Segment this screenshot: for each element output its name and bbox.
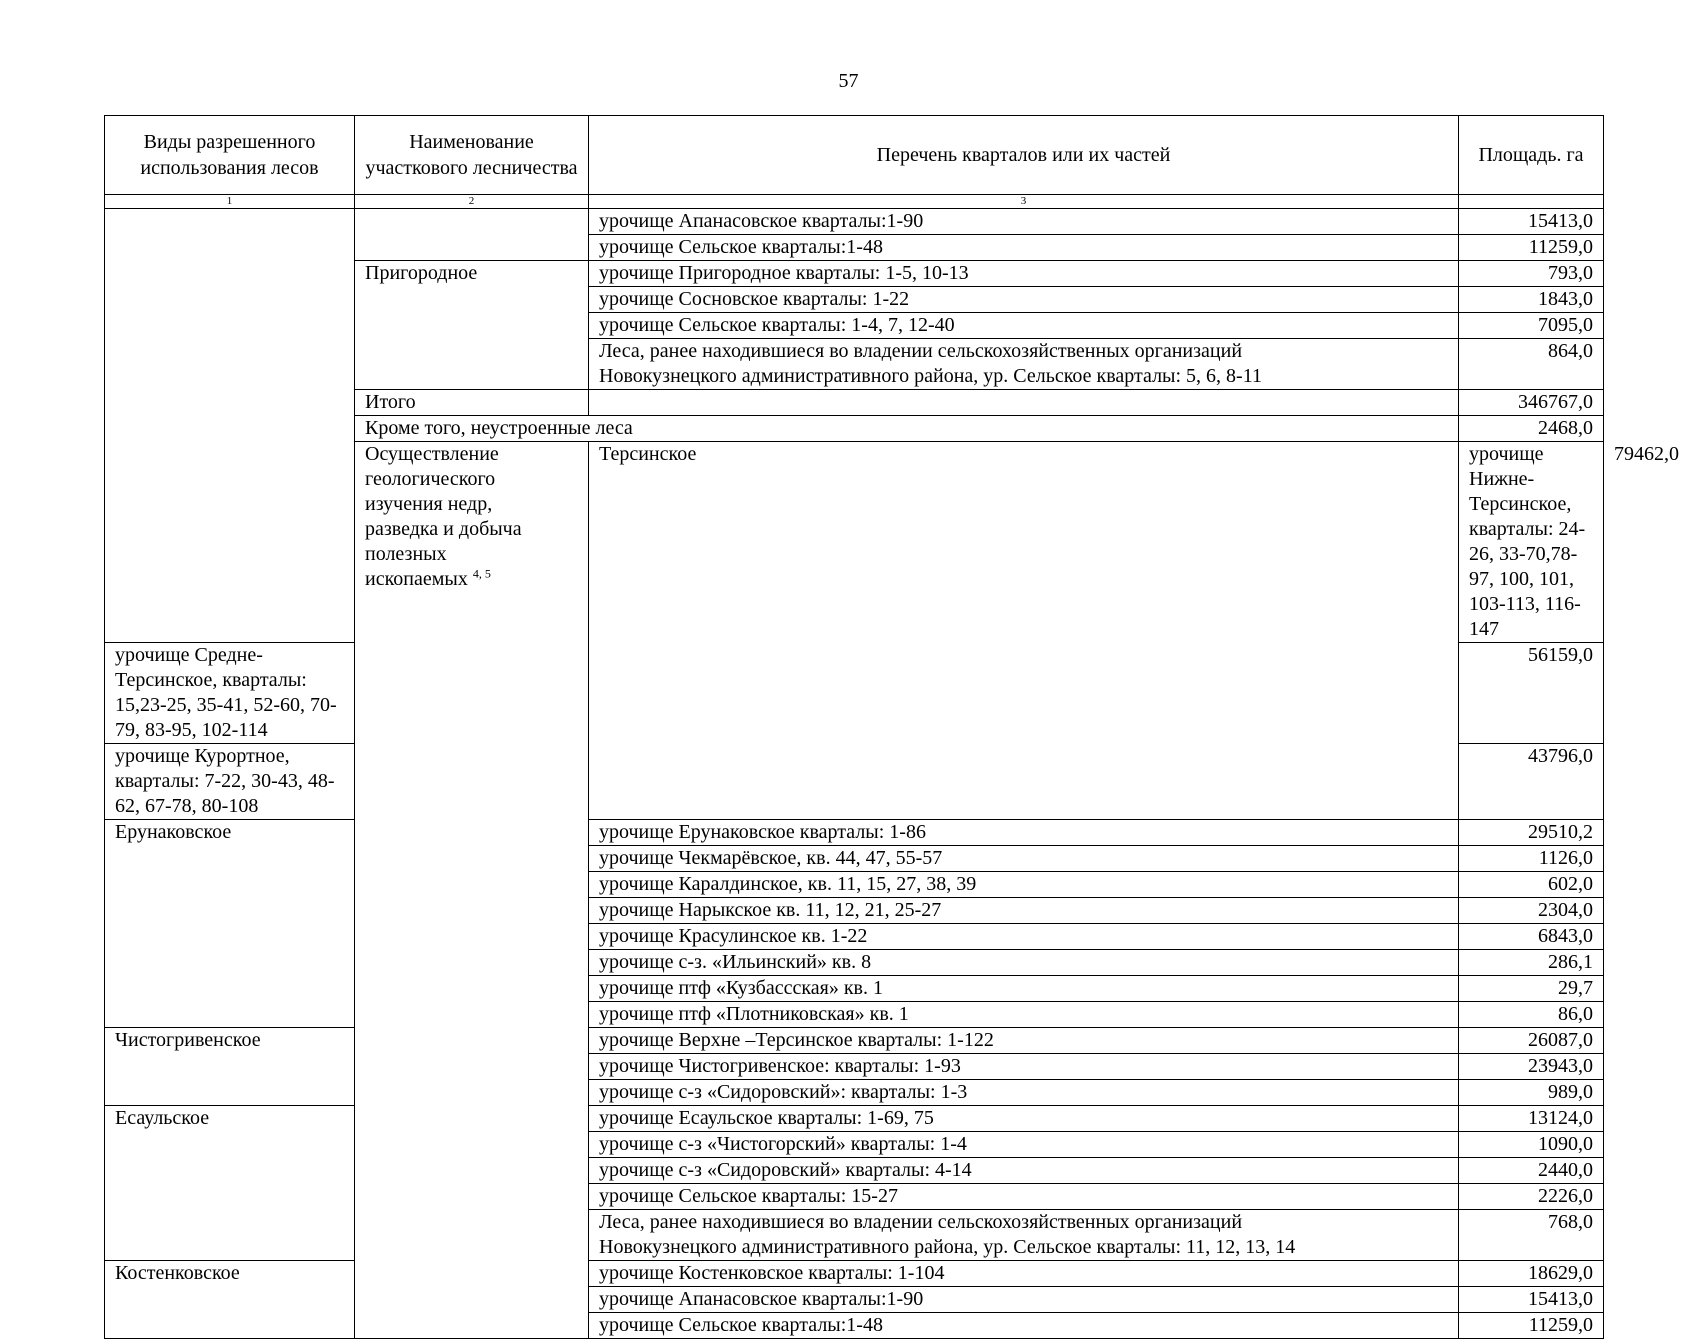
area-cell: 6843,0: [1459, 924, 1604, 950]
page-number: 57: [838, 70, 859, 92]
quarters-cell: урочище Сельское кварталы:1-48: [589, 1313, 1459, 1339]
total-label: Итого: [355, 390, 589, 416]
area-cell: 56159,0: [1459, 643, 1604, 744]
quarters-cell: урочище Ерунаковское кварталы: 1-86: [589, 820, 1459, 846]
quarters-cell: урочище птф «Плотниковская» кв. 1: [589, 1002, 1459, 1028]
area-cell: 793,0: [1459, 261, 1604, 287]
table-row: [105, 1028, 1604, 1054]
area-cell: 1090,0: [1459, 1132, 1604, 1158]
use-type-line: изучения недр,: [365, 493, 493, 515]
quarters-cell: урочище птф «Кузбассская» кв. 1: [589, 976, 1459, 1002]
area-cell: 2440,0: [1459, 1158, 1604, 1184]
forestry-name-tersinskoe: Терсинское: [589, 442, 1459, 820]
quarters-cell: урочище Чекмарёвское, кв. 44, 47, 55-57: [589, 846, 1459, 872]
area-cell: 13124,0: [1459, 1106, 1604, 1132]
area-cell: 11259,0: [1459, 1313, 1604, 1339]
quarters-cell: урочище Сосновское кварталы: 1-22: [589, 287, 1459, 313]
forestry-name-chistogrivenskoe: Чистогривенское: [105, 1028, 355, 1106]
quarters-line: Леса, ранее находившиеся во владении сельскохозяйственных организаций: [599, 340, 1243, 362]
table-row: [105, 1106, 1604, 1132]
column-number: 3: [589, 195, 1459, 209]
quarters-cell: урочище Чистогривенское: кварталы: 1-93: [589, 1054, 1459, 1080]
quarters-cell: урочище с-з «Сидоровский»: кварталы: 1-3: [589, 1080, 1459, 1106]
area-cell: 1126,0: [1459, 846, 1604, 872]
column-number: 2: [355, 195, 589, 209]
quarters-cell: урочище Сельское кварталы: 15-27: [589, 1184, 1459, 1210]
header-row: [105, 116, 1604, 195]
column-number-row: [105, 195, 1604, 209]
quarters-line: Леса, ранее находившиеся во владении сельскохозяйственных организаций: [599, 1211, 1243, 1233]
area-cell: 18629,0: [1459, 1261, 1604, 1287]
quarters-cell: урочище Средне-Терсинское, кварталы: 15,23-25, 35-41, 52-60, 70-79, 83-95, 102-114: [105, 643, 355, 744]
quarters-cell: урочище Сельское кварталы: 1-4, 7, 12-40: [589, 313, 1459, 339]
quarters-cell: урочище Апанасовское кварталы:1-90: [589, 209, 1459, 235]
quarters-line: Новокузнецкого административного района, ур. Сельское кварталы: 11, 12, 13, 14: [599, 1236, 1296, 1258]
column-number: 1: [105, 195, 355, 209]
quarters-cell: урочище Верхне –Терсинское кварталы: 1-122: [589, 1028, 1459, 1054]
quarters-cell-multiline: [589, 339, 1459, 390]
use-type-line: Осуществление: [365, 443, 499, 465]
quarters-cell: урочище с-з. «Ильинский» кв. 8: [589, 950, 1459, 976]
footnote-ref: 4, 5: [472, 566, 491, 581]
quarters-cell: урочище Красулинское кв. 1-22: [589, 924, 1459, 950]
column-number-empty: [1459, 195, 1604, 209]
header-use-type: Виды разрешенного использования лесов: [105, 116, 355, 195]
use-type-line: ископаемых: [365, 568, 468, 590]
area-cell: 864,0: [1459, 339, 1604, 390]
forest-quarters-table: [104, 115, 1679, 1339]
quarters-cell: урочище Есаульское кварталы: 1-69, 75: [589, 1106, 1459, 1132]
quarters-cell-multiline: [589, 1210, 1459, 1261]
area-cell: 43796,0: [1459, 744, 1604, 820]
extra-area: 2468,0: [1459, 416, 1604, 442]
extra-label: Кроме того, неустроенные леса: [355, 416, 1459, 442]
quarters-line: Новокузнецкого административного района, ур. Сельское кварталы: 5, 6, 8-11: [599, 365, 1262, 387]
area-cell: 23943,0: [1459, 1054, 1604, 1080]
table-row: [105, 820, 1604, 846]
area-cell: 86,0: [1459, 1002, 1604, 1028]
forestry-name-erunakovskoe: Ерунаковское: [105, 820, 355, 1028]
quarters-cell: урочище Сельское кварталы:1-48: [589, 235, 1459, 261]
quarters-cell: урочище Каралдинское, кв. 11, 15, 27, 38, 39: [589, 872, 1459, 898]
header-forestry-name: Наименование участкового лесничества: [355, 116, 589, 195]
use-type-line: разведка и добыча: [365, 518, 522, 540]
area-cell: 286,1: [1459, 950, 1604, 976]
area-cell: 29,7: [1459, 976, 1604, 1002]
area-cell: 29510,2: [1459, 820, 1604, 846]
header-area: Площадь. га: [1459, 116, 1604, 195]
area-cell: 602,0: [1459, 872, 1604, 898]
use-type-line: полезных: [365, 543, 447, 565]
quarters-cell: урочище Курортное, кварталы: 7-22, 30-43, 48-62, 67-78, 80-108: [105, 744, 355, 820]
area-cell: 2226,0: [1459, 1184, 1604, 1210]
quarters-cell: урочище Апанасовское кварталы:1-90: [589, 1287, 1459, 1313]
forestry-name-esaulskoe: Есаульское: [105, 1106, 355, 1261]
table-row: [105, 1261, 1604, 1287]
area-cell: 768,0: [1459, 1210, 1604, 1261]
area-cell: 15413,0: [1459, 1287, 1604, 1313]
use-type-cell-empty: [105, 209, 355, 643]
forestry-name-prigorodnoe: Пригородное: [355, 261, 589, 390]
quarters-cell: урочище с-з «Сидоровский» кварталы: 4-14: [589, 1158, 1459, 1184]
quarters-cell: урочище Нарыкское кв. 11, 12, 21, 25-27: [589, 898, 1459, 924]
table-row: [105, 209, 1604, 235]
total-area: 346767,0: [1459, 390, 1604, 416]
quarters-cell: урочище Костенковское кварталы: 1-104: [589, 1261, 1459, 1287]
area-cell: 7095,0: [1459, 313, 1604, 339]
area-cell: 15413,0: [1459, 209, 1604, 235]
table-row: Осуществление геологического изучения недр, разведка и добыча полезных ископаемых $^{4, 5}$ Терсинское урочище Нижне-Терсинское, кварталы: 24-26, 33-70,78-97, 100, 101, 103-113, 116-147 79462,0: [105, 442, 1604, 643]
forestry-name-kostenkovskoe: Костенковское: [105, 1261, 355, 1339]
area-cell: 1843,0: [1459, 287, 1604, 313]
area-cell: 2304,0: [1459, 898, 1604, 924]
area-cell: 11259,0: [1459, 235, 1604, 261]
header-quarters-list: Перечень кварталов или их частей: [589, 116, 1459, 195]
quarters-cell: урочище с-з «Чистогорский» кварталы: 1-4: [589, 1132, 1459, 1158]
use-type-geology: [355, 442, 589, 1339]
area-cell: 26087,0: [1459, 1028, 1604, 1054]
total-quarters-empty: [589, 390, 1459, 416]
quarters-cell: урочище Нижне-Терсинское, кварталы: 24-26, 33-70,78-97, 100, 101, 103-113, 116-147: [1459, 442, 1604, 643]
forestry-cell-empty: [355, 209, 589, 261]
area-cell: 989,0: [1459, 1080, 1604, 1106]
quarters-cell: урочище Пригородное кварталы: 1-5, 10-13: [589, 261, 1459, 287]
use-type-line: геологического: [365, 468, 496, 490]
